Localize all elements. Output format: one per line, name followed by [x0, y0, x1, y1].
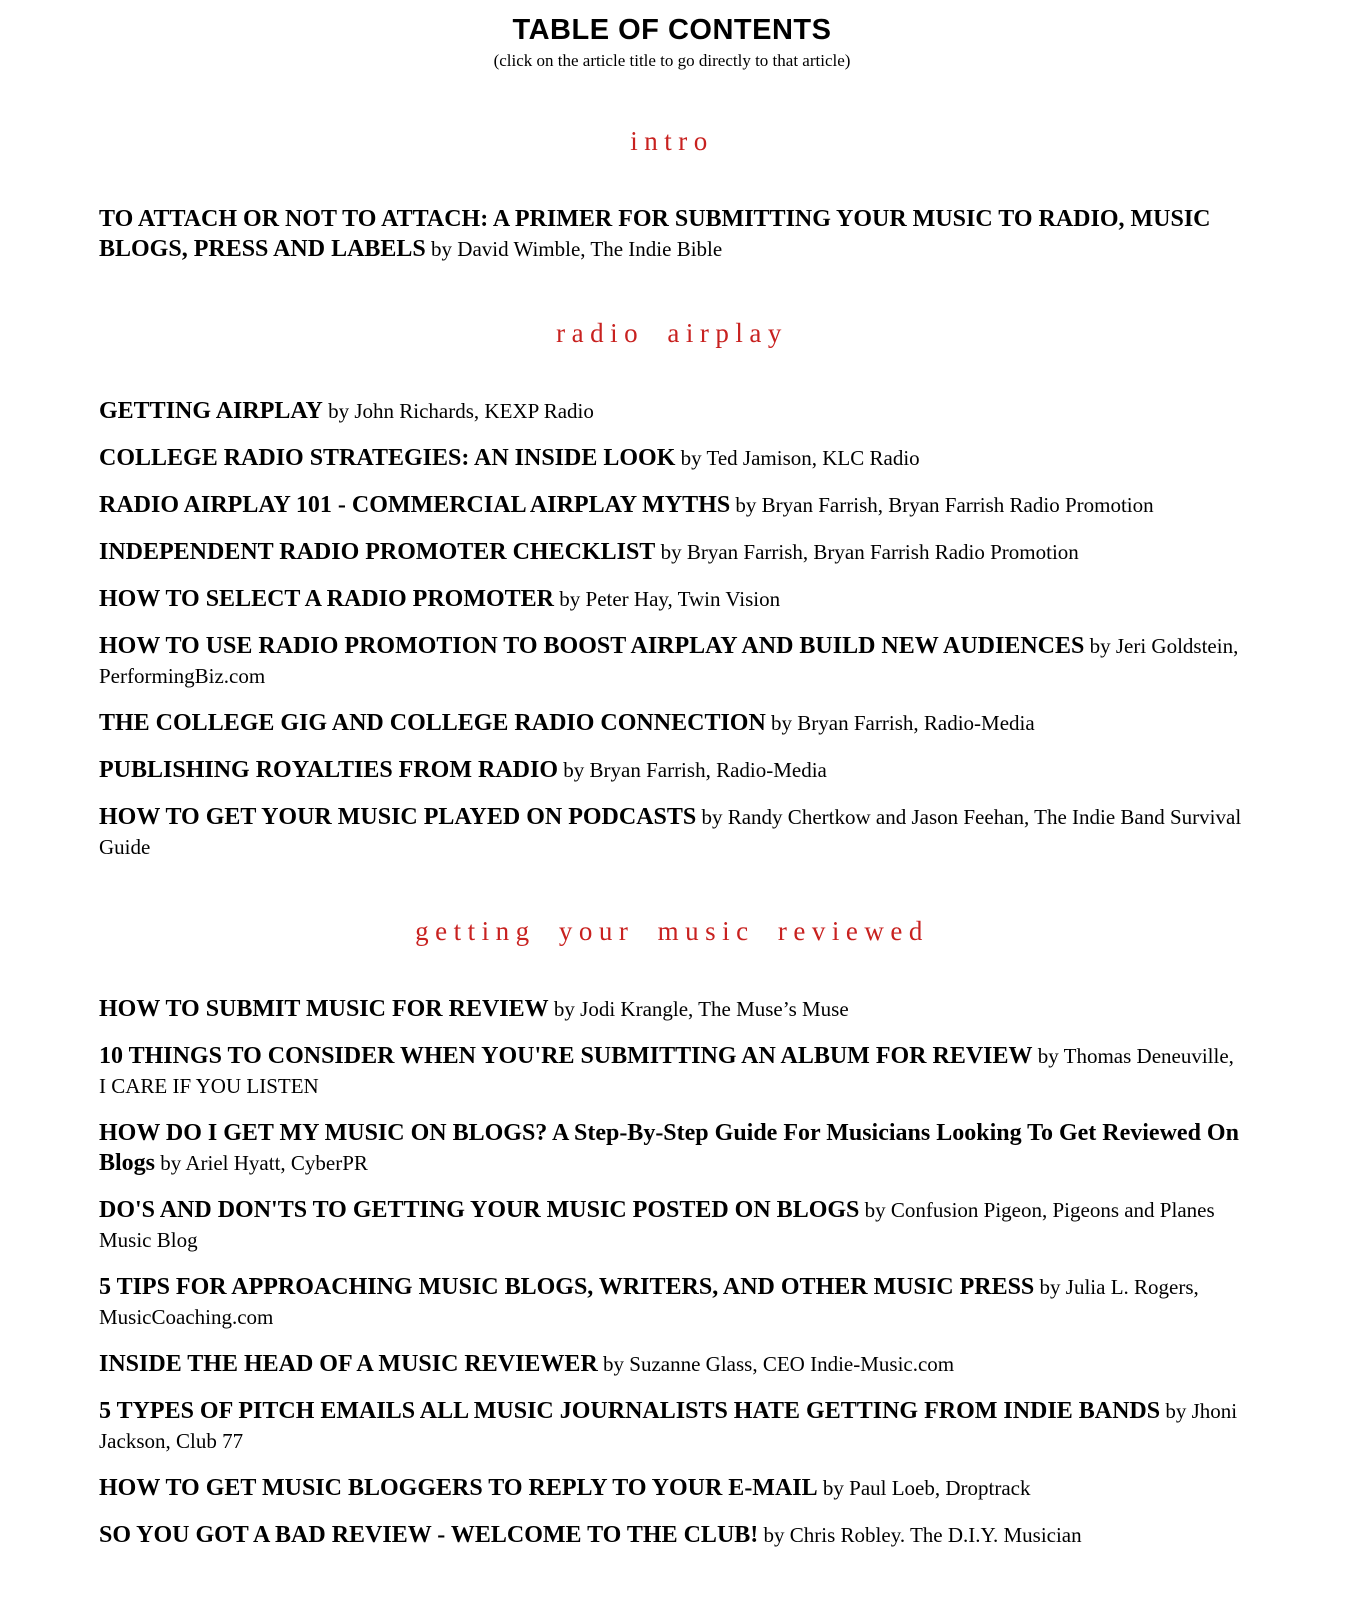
article-title-link[interactable]: DO'S AND DON'TS TO GETTING YOUR MUSIC POSTED ON BLOGS — [99, 1197, 860, 1223]
article-byline: by Thomas Deneuville, I CARE IF YOU LISTEN — [99, 1044, 1234, 1098]
article-title-link[interactable]: HOW TO USE RADIO PROMOTION TO BOOST AIRPLAY AND BUILD NEW AUDIENCES — [99, 633, 1085, 659]
article-title-link[interactable]: INSIDE THE HEAD OF A MUSIC REVIEWER — [99, 1351, 598, 1377]
article-byline: by Bryan Farrish, Radio-Media — [771, 711, 1035, 735]
toc-entry — [99, 994, 1245, 1024]
section-heading-radio-airplay: radio airplay — [556, 318, 788, 348]
article-title-link[interactable]: 5 TYPES OF PITCH EMAILS ALL MUSIC JOURNALISTS HATE GETTING FROM INDIE BANDS — [99, 1398, 1161, 1424]
article-byline: by Jhoni Jackson, Club 77 — [99, 1399, 1238, 1453]
article-byline: by John Richards, KEXP Radio — [328, 399, 594, 423]
article-title-link[interactable]: HOW TO GET MUSIC BLOGGERS TO REPLY TO YOUR E-MAIL — [99, 1475, 818, 1501]
article-title-link[interactable]: THE COLLEGE GIG AND COLLEGE RADIO CONNECTION — [99, 710, 766, 736]
toc-entry — [99, 204, 1245, 264]
section-heading-getting-your-music-reviewed: getting your music reviewed — [415, 916, 929, 946]
article-byline: by Bryan Farrish, Bryan Farrish Radio Promotion — [660, 540, 1079, 564]
article-title-link[interactable]: INDEPENDENT RADIO PROMOTER CHECKLIST — [99, 539, 656, 565]
toc-entry — [99, 1041, 1245, 1101]
article-byline: by Confusion Pigeon, Pigeons and Planes Music Blog — [99, 1198, 1215, 1252]
toc-entry — [99, 396, 1245, 426]
toc-entry — [99, 1272, 1245, 1332]
article-title-link[interactable]: COLLEGE RADIO STRATEGIES: AN INSIDE LOOK — [99, 445, 676, 471]
toc-entry — [99, 537, 1245, 567]
article-title-link[interactable]: 5 TIPS FOR APPROACHING MUSIC BLOGS, WRITERS, AND OTHER MUSIC PRESS — [99, 1274, 1035, 1300]
article-byline: by Ted Jamison, KLC Radio — [680, 446, 920, 470]
article-byline: by Jeri Goldstein, PerformingBiz.com — [99, 634, 1239, 688]
article-title-link[interactable]: PUBLISHING ROYALTIES FROM RADIO — [99, 757, 558, 783]
page-subtitle: (click on the article title to go directly to that article) — [493, 51, 851, 70]
article-title-link[interactable]: TO ATTACH OR NOT TO ATTACH: A PRIMER FOR SUBMITTING YOUR MUSIC TO RADIO, MUSIC BLOGS, PRESS AND LABELS — [99, 206, 1211, 262]
toc-entry — [99, 1396, 1245, 1456]
toc-entry — [99, 802, 1245, 862]
article-byline: by Bryan Farrish, Radio-Media — [563, 758, 827, 782]
toc-entry — [99, 443, 1245, 473]
article-title-link[interactable]: HOW TO GET YOUR MUSIC PLAYED ON PODCASTS — [99, 804, 697, 830]
article-title-link[interactable]: HOW TO SUBMIT MUSIC FOR REVIEW — [99, 996, 549, 1022]
toc-entry — [99, 708, 1245, 738]
article-title-link[interactable]: SO YOU GOT A BAD REVIEW - WELCOME TO THE CLUB! — [99, 1522, 759, 1548]
article-byline: by Ariel Hyatt, CyberPR — [160, 1151, 368, 1175]
toc-entry — [99, 1118, 1245, 1178]
article-title-link[interactable]: HOW TO SELECT A RADIO PROMOTER — [99, 586, 555, 612]
article-byline: by Randy Chertkow and Jason Feehan, The Indie Band Survival Guide — [99, 805, 1242, 859]
article-byline: by Peter Hay, Twin Vision — [559, 587, 781, 611]
toc-entry — [99, 1349, 1245, 1379]
toc-entry — [99, 631, 1245, 691]
toc-entry — [99, 1195, 1245, 1255]
toc-entry — [99, 584, 1245, 614]
article-byline: by Jodi Krangle, The Muse’s Muse — [553, 997, 849, 1021]
article-byline: by David Wimble, The Indie Bible — [431, 237, 723, 261]
section-heading-intro: intro — [630, 126, 714, 156]
article-byline: by Suzanne Glass, CEO Indie-Music.com — [603, 1352, 955, 1376]
toc-entry — [99, 1520, 1245, 1550]
article-byline: by Julia L. Rogers, MusicCoaching.com — [99, 1275, 1199, 1329]
toc-entry — [99, 1473, 1245, 1503]
toc-list — [99, 124, 1245, 1550]
toc-entry — [99, 490, 1245, 520]
article-title-link[interactable]: RADIO AIRPLAY 101 - COMMERCIAL AIRPLAY MYTHS — [99, 492, 731, 518]
article-title-link[interactable]: 10 THINGS TO CONSIDER WHEN YOU'RE SUBMITTING AN ALBUM FOR REVIEW — [99, 1043, 1033, 1069]
article-title-link[interactable]: HOW DO I GET MY MUSIC ON BLOGS? A Step-By-Step Guide For Musicians Looking To Get Reviewed On Blogs — [99, 1120, 1239, 1176]
article-byline: by Paul Loeb, Droptrack — [822, 1476, 1031, 1500]
article-byline: by Chris Robley. The D.I.Y. Musician — [763, 1523, 1082, 1547]
page-title: TABLE OF CONTENTS — [512, 14, 832, 46]
toc-entry — [99, 755, 1245, 785]
page-header — [99, 14, 1245, 72]
article-byline: by Bryan Farrish, Bryan Farrish Radio Promotion — [735, 493, 1154, 517]
article-title-link[interactable]: GETTING AIRPLAY — [99, 398, 323, 424]
